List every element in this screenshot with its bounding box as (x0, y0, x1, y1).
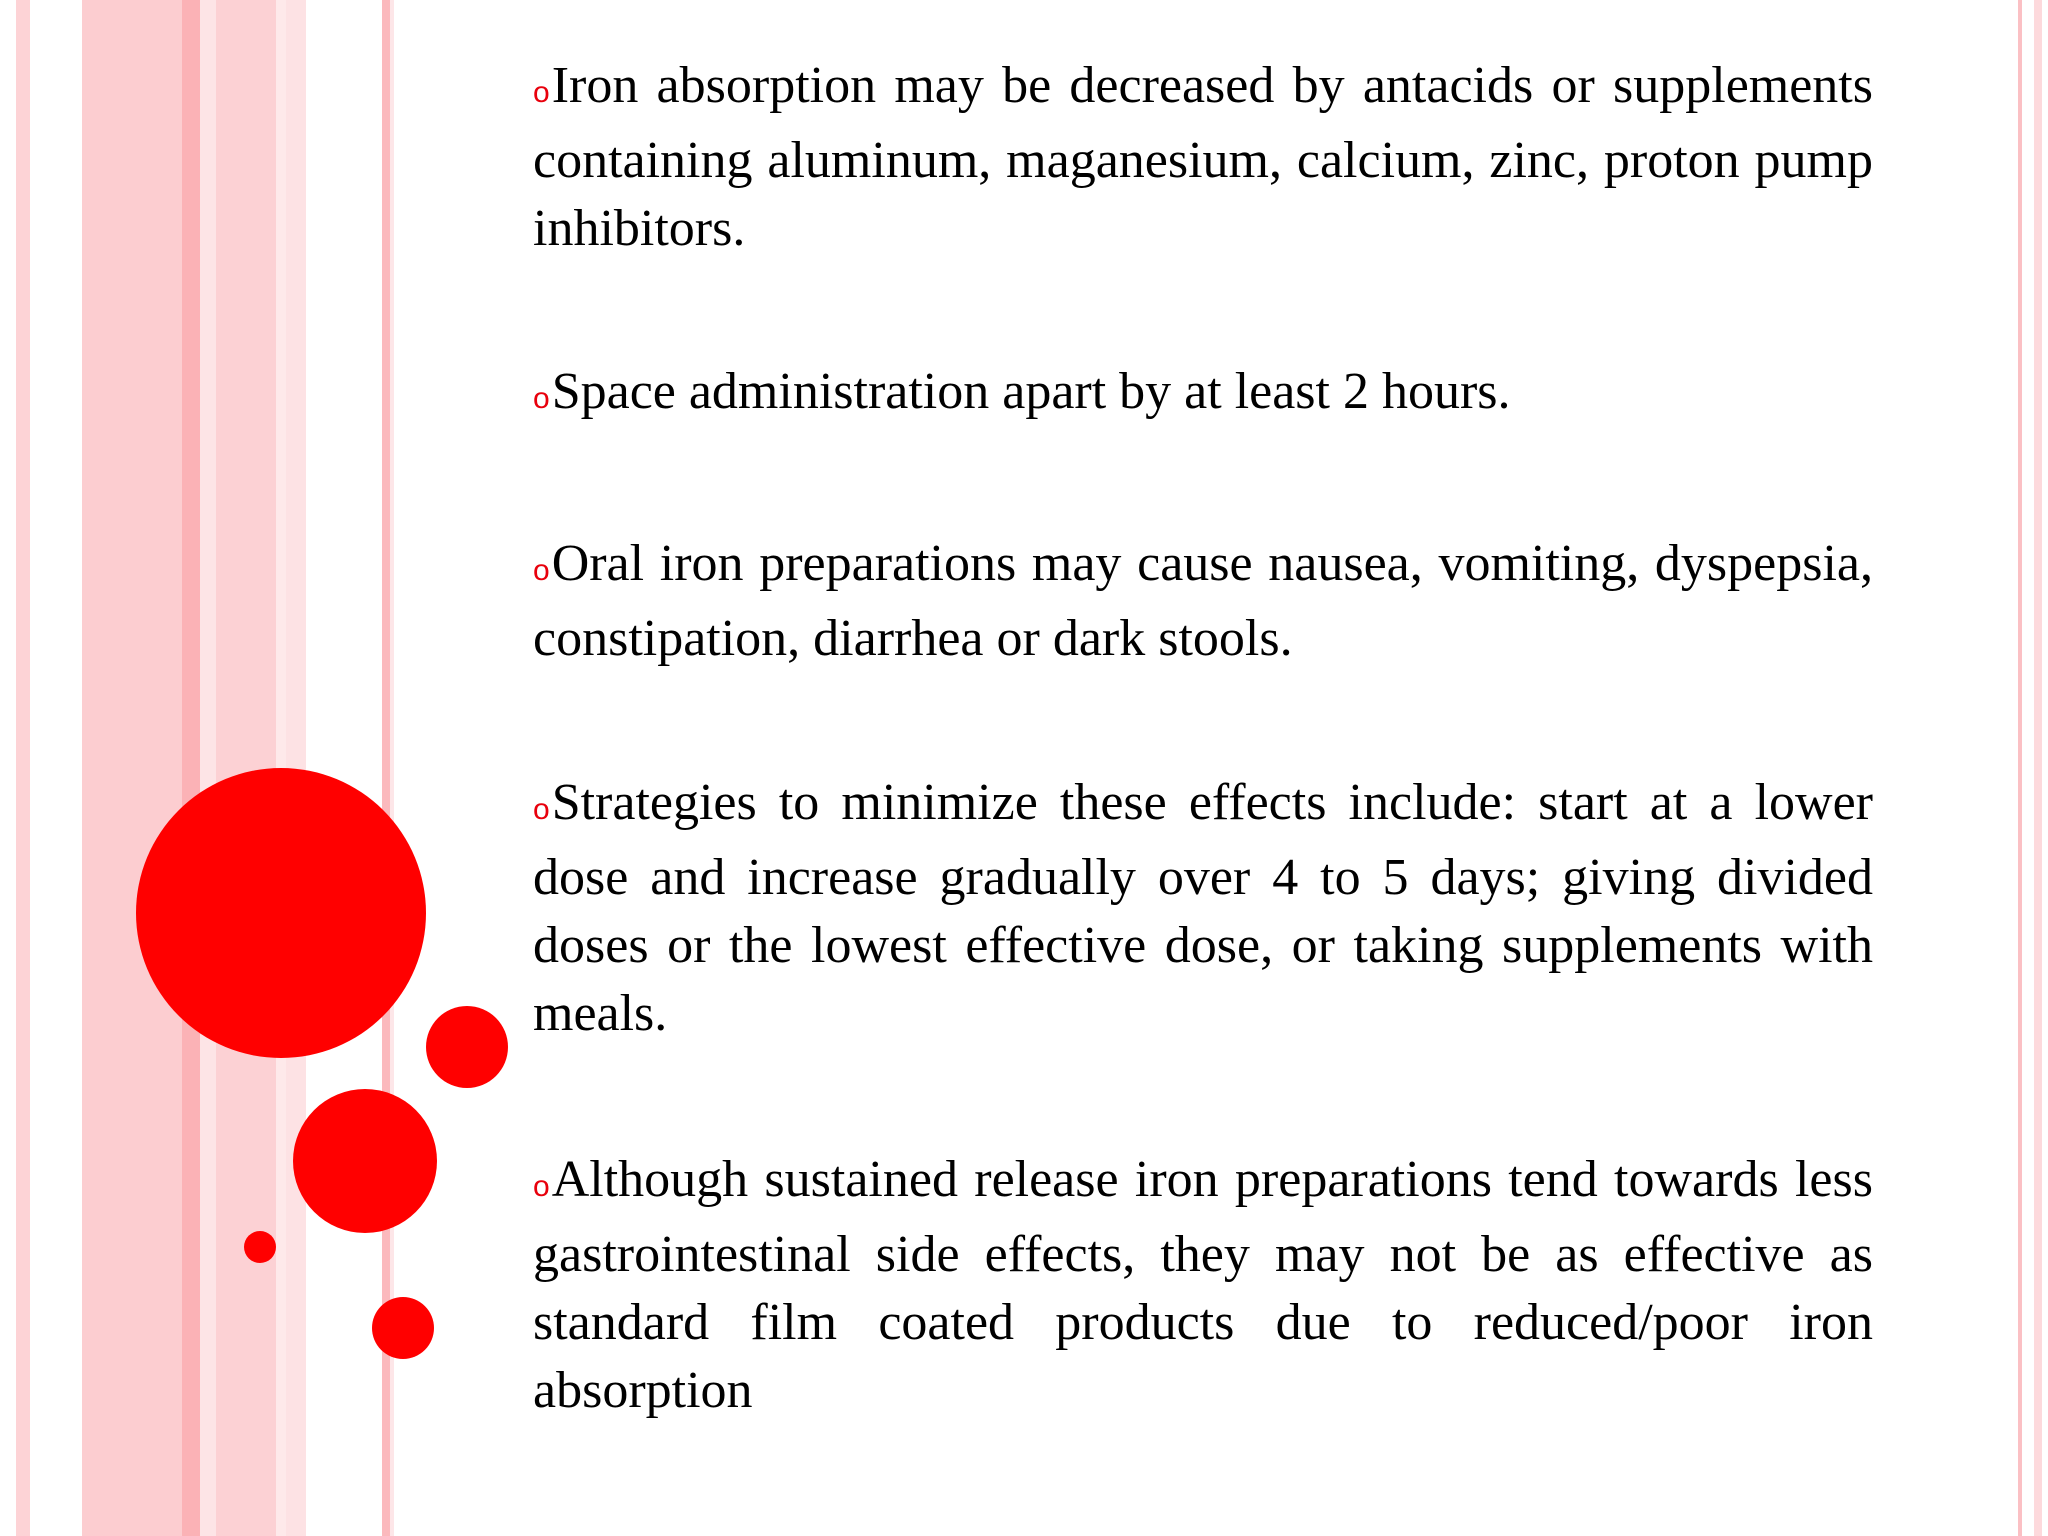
bullet-marker: o (533, 793, 550, 826)
decorative-circle-small (244, 1231, 276, 1263)
bullet-marker: o (533, 382, 550, 415)
decorative-circle-large (136, 768, 426, 1058)
bullet-text: Although sustained release iron preparations tend towards less gastrointestinal side effects, they may not be as effective as standard film coated products due to reduced/poor iron absorption (533, 1151, 1873, 1419)
decorative-stripe (16, 0, 30, 1536)
decorative-circle (372, 1297, 434, 1359)
bullet-marker: o (533, 554, 550, 587)
bullet-text: Iron absorption may be decreased by antacids or supplements containing aluminum, maganesium, calcium, zinc, proton pump inhibitors. (533, 57, 1873, 257)
bullet-marker: o (533, 76, 550, 109)
bullet-item (533, 1146, 1873, 1425)
bullet-item (533, 769, 1873, 1048)
decorative-stripe (306, 0, 382, 1536)
decorative-stripe (82, 0, 182, 1536)
bullet-text: Oral iron preparations may cause nausea, vomiting, dyspepsia, constipation, diarrhea or dark stools. (533, 535, 1873, 667)
decorative-circle (293, 1089, 437, 1233)
bullet-item (533, 52, 1873, 263)
bullet-item (533, 358, 1873, 433)
bullet-marker: o (533, 1170, 550, 1203)
decorative-stripe-right (2018, 0, 2022, 1536)
bullet-text: Strategies to minimize these effects include: start at a lower dose and increase gradually over 4 to 5 days; giving divided doses or the lowest effective dose, or taking supplements with meals. (533, 774, 1873, 1042)
decorative-stripe (182, 0, 200, 1536)
decorative-stripe (30, 0, 82, 1536)
bullet-item (533, 530, 1873, 673)
bullet-text: Space administration apart by at least 2 hours. (551, 363, 1511, 420)
decorative-stripe (200, 0, 216, 1536)
decorative-stripe-right (2034, 0, 2042, 1536)
decorative-circle (426, 1006, 508, 1088)
